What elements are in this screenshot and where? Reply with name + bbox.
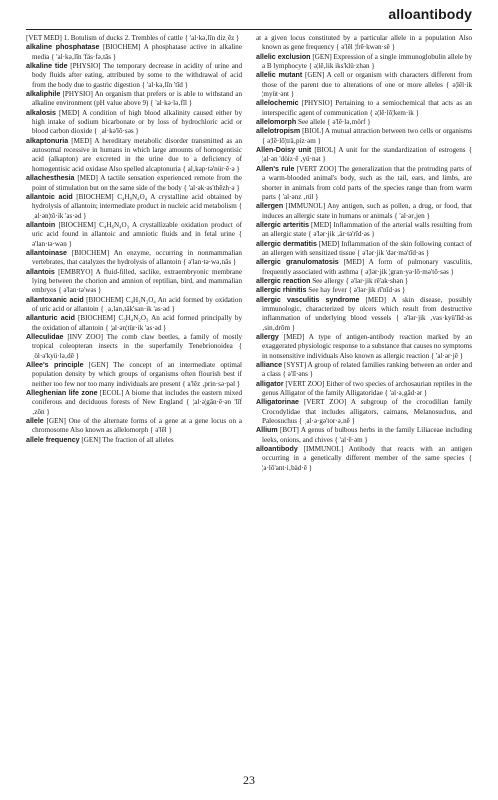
entry-headword: alkaliphile bbox=[26, 90, 61, 99]
entry-definition: [BIOCHEM] C₄H₃N₃O₄ An acid formed by oxidation of uric acid or allantoin { ˌa‚lan‚täk'san·ik 'as·əd } bbox=[32, 295, 242, 313]
entry-definition: [PHYSIO] The temporary decrease in acidity of urine and body fluids after eating, attributed by some to the withdrawal of acid from the body due to gastric digestion { 'al·kə‚līn 'tīd } bbox=[32, 62, 242, 89]
page-number: 23 bbox=[243, 773, 255, 787]
entry-definition: [BIOL] A mutual attraction between two cells or organisms { ə¦lē·lō¦trä‚piz·əm } bbox=[262, 127, 472, 145]
header-rule bbox=[26, 29, 472, 30]
dictionary-entry bbox=[26, 174, 242, 193]
dictionary-entry bbox=[256, 221, 472, 240]
entry-definition: [IMMUNOL] Antibody that reacts with an antigen occurring in a genetically different member of the same species { ¦a·lō'ant·i‚bäd·ē } bbox=[262, 445, 472, 472]
entry-definition: [MED] A hereditary metabolic disorder transmitted as an autosomal recessive in humans in which large amounts of homogentisic acid (alkapton) are excreted in the urine due to a deficiency of homogentisic acid oxidase Also spelled alcaptonuria { al‚kap·tə'nür·ē·ə } bbox=[32, 136, 242, 173]
dictionary-entry bbox=[26, 62, 242, 90]
entry-definition: [EMBRYO] A fluid-filled, saclike, extraembryonic membrane lying between the chorion and amnion of reptilian, bird, and mammalian embryos { ə'lan·tə'wəs } bbox=[32, 267, 242, 295]
dictionary-entry bbox=[256, 99, 472, 118]
entry-headword: allergic arteritis bbox=[256, 220, 310, 229]
dictionary-entry bbox=[256, 380, 472, 399]
entry-definition: [BIOCHEM] C₄H₈N₄O₄ A crystalline acid obtained by hydrolysis of allantoin; intermediate product in nucleic acid metabolism { ˌal·ən¦tō·ik 'as·əd } bbox=[32, 192, 242, 220]
entry-headword: Allen-Doisy unit bbox=[256, 146, 312, 155]
dictionary-entry bbox=[256, 118, 472, 127]
entry-headword: Allium bbox=[256, 426, 278, 435]
entry-definition: [MED] Inflammation of the arterial walls resulting from an allergic state { ə'lər·jik ‚är·tə'rīd·əs } bbox=[262, 220, 472, 239]
entry-definition: [PHYSIO] An organism that prefers or is able to withstand an alkaline environment (pH value above 9) { 'al·kə·lə‚fīl } bbox=[32, 90, 242, 108]
entry-definition: [BOT] A genus of bulbous herbs in the family Liliaceae including leeks, onions, and chives { 'al·ē·əm } bbox=[262, 426, 472, 444]
entry-headword: allelochemic bbox=[256, 99, 299, 108]
entry-definition: [IMMUNOL] Any antigen, such as pollen, a drug, or food, that induces an allergic state in humans or animals { 'al·ər‚jen } bbox=[262, 202, 472, 220]
entry-headword: allelic mutant bbox=[256, 71, 303, 80]
entry-headword: allanturic acid bbox=[26, 314, 75, 323]
entry-definition: [INV ZOO] The comb claw beetles, a family of mostly tropical coleopteran insects in the superfamily Tenebrionoidea { ˌöl·ə'kyü·lə‚dē } bbox=[32, 333, 242, 360]
entry-definition: [GEN] A cell or organism with characters different from those of the parent due to alterations of one or more alleles { ə¦lēl·ik ¦myüt·ənt } bbox=[262, 71, 472, 99]
dictionary-entry bbox=[26, 436, 242, 445]
entry-definition: [GEN] The fraction of all alleles bbox=[81, 435, 174, 444]
entry-definition: [VET MED] 1. Botulism of ducks 2. Trembles of cattle { 'al·kə‚līn dizˌēz } bbox=[26, 34, 240, 42]
dictionary-entry bbox=[256, 127, 472, 146]
entry-headword: alkaline phosphatase bbox=[26, 43, 100, 52]
dictionary-entry bbox=[256, 146, 472, 165]
entry-definition: See allele { ə'lē·lə‚mörf } bbox=[298, 118, 371, 127]
dictionary-entry bbox=[256, 240, 472, 259]
entry-headword: alkalosis bbox=[26, 108, 56, 117]
entry-definition: [MED] A type of antigen-antibody reaction marked by an exaggerated physiologic response to a substance that causes no symptoms in nonsensitive individuals Also known as allergic reaction { 'al·ər·jē } bbox=[262, 333, 472, 360]
entry-headword: allergic rhinitis bbox=[256, 286, 307, 295]
entry-headword: allantoin bbox=[26, 220, 56, 229]
dictionary-entry bbox=[256, 34, 472, 53]
entry-definition: [VERT ZOO] The generalization that the protruding parts of a warm-blooded animal's body, such as the tail, ears, and limbs, are shorter in animals from cold parts of the species range than from warm parts { 'al·ənz ‚rül } bbox=[262, 164, 472, 201]
dictionary-entry bbox=[26, 137, 242, 174]
dictionary-entry bbox=[26, 34, 242, 43]
entry-definition: [VERT ZOO] Either of two species of archosaurian reptiles in the genus Alligator of the family Alligatoridae { 'al·ə‚gād·ər } bbox=[262, 379, 472, 398]
entry-headword: allachesthesia bbox=[26, 174, 75, 183]
entry-definition: [MED] A form of pulmonary vasculitis, frequently associated with asthma { ə¦lər·jik ¦gran·yə·lō·mə'tō·səs } bbox=[262, 258, 472, 276]
entry-headword: Allen's rule bbox=[256, 164, 295, 173]
left-column bbox=[26, 34, 242, 762]
dictionary-entry bbox=[256, 296, 472, 333]
dictionary-entry bbox=[26, 389, 242, 417]
dictionary-entry bbox=[26, 296, 242, 315]
entry-definition: [BIOCHEM] An enzyme, occurring in nonmammalian vertebrates, that catalyzes the hydrolysis of allantoin { ə'lan·tə·wə‚nās } bbox=[32, 248, 242, 267]
entry-headword: alkaline tide bbox=[26, 62, 68, 71]
entry-headword: allantoinase bbox=[26, 248, 68, 257]
entry-definition: [PHYSIO] Pertaining to a semiochemical that acts as an interspecific agent of communication { ə¦lē·lō¦kem·ik } bbox=[262, 99, 472, 117]
dictionary-entry bbox=[26, 417, 242, 436]
entry-definition: at a given locus constituted by a particular allele in a population Also known as gene frequency { ə'lēl ¦frē·kwən·sē } bbox=[256, 34, 472, 52]
entry-definition: [BIOCHEM] C₃H₄N₂O₃ An acid formed principally by the oxidation of allantoin { ¦al·ən¦tür·ik 'as·əd } bbox=[32, 314, 242, 332]
entry-definition: See allergy { ə'lər·jik rē'ak·shən } bbox=[312, 276, 409, 285]
entry-definition: [MED] A tactile sensation experienced remote from the point of stimulation but on the same side of the body { 'al·ək·əs'thēzh·ə } bbox=[32, 174, 242, 192]
entry-definition: [MED] A condition of high blood alkalinity caused either by high intake of sodium bicarbonate or by loss of hydrochloric acid or blood carbon dioxide { ˌal·kə'lō·səs } bbox=[32, 108, 242, 136]
entry-headword: Alleghenian life zone bbox=[26, 389, 98, 398]
dictionary-entry bbox=[26, 193, 242, 221]
entry-headword: allergic vasculitis syndrome bbox=[256, 295, 360, 304]
dictionary-entry bbox=[26, 90, 242, 109]
entry-headword: allele frequency bbox=[26, 435, 80, 444]
dictionary-entry bbox=[256, 165, 472, 202]
dictionary-entry bbox=[26, 221, 242, 249]
entry-definition: [BIOCHEM] A phosphatase active in alkaline media { 'al·kə‚līn 'fäs·fə‚tās } bbox=[32, 43, 242, 61]
dictionary-entry bbox=[26, 361, 242, 389]
entry-headword: Alligatorinae bbox=[256, 398, 299, 407]
dictionary-entry bbox=[256, 202, 472, 221]
entry-definition: [BIOL] A unit for the standardization of estrogens { ¦al·ən 'döiz·ē ‚yü·nət } bbox=[262, 146, 472, 164]
dictionary-entry bbox=[26, 109, 242, 137]
dictionary-entry bbox=[256, 258, 472, 277]
dictionary-columns bbox=[26, 34, 472, 762]
dictionary-entry bbox=[26, 249, 242, 268]
entry-headword: alloantibody bbox=[256, 445, 298, 454]
entry-headword: allantois bbox=[26, 267, 55, 276]
entry-headword: Allee's principle bbox=[26, 361, 84, 370]
entry-definition: See hay fever { ə'lər·jik rī'nīd·əs } bbox=[308, 286, 406, 295]
dictionary-entry bbox=[256, 426, 472, 445]
entry-headword: allergen bbox=[256, 202, 284, 211]
entry-definition: [GEN] Expression of a single immunoglobulin allele by a B lymphocyte { ə¦lē‚lik iks'klü·zhən } bbox=[262, 52, 472, 71]
dictionary-entry bbox=[26, 43, 242, 62]
dictionary-entry bbox=[256, 333, 472, 361]
entry-headword: alliance bbox=[256, 361, 283, 370]
entry-headword: allergic granulomatosis bbox=[256, 258, 339, 267]
dictionary-entry bbox=[256, 286, 472, 295]
entry-headword: Alleculidae bbox=[26, 333, 64, 341]
entry-definition: [MED] A skin disease, possibly immunologic, characterized by ulcers which result from destructive inflammation of underlying blood vessels { ə'lər·jik ‚vas·kyü'līd·əs ‚sin‚drōm } bbox=[262, 295, 472, 332]
right-column bbox=[256, 34, 472, 762]
dictionary-entry bbox=[26, 314, 242, 333]
entry-definition: [ECOL] A biome that includes the eastern mixed coniferous and deciduous forests of New England { ¦al·ə¦gān·ē·ən 'līf ‚zōn } bbox=[32, 389, 242, 416]
entry-definition: [VERT ZOO] A subgroup of the crocodilian family Crocodylidae that includes alligators, caimans, Melanosuchus, and Paleosuchus { ˌal·ə·gə'tor·ə‚nē } bbox=[262, 398, 472, 426]
entry-headword: allelomorph bbox=[256, 118, 297, 127]
dictionary-entry bbox=[256, 277, 472, 286]
entry-definition: [GEN] The concept of an intermediate optimal population density by which groups of organisms often flourish best if neither too few nor too many individuals are present { a'lēz ‚prin·sə·pəl } bbox=[32, 361, 242, 388]
entry-definition: [GEN] One of the alternate forms of a gene at a gene locus on a chromosome Also known as allelomorph { ə'lēl } bbox=[32, 417, 242, 435]
entry-definition: [BIOCHEM] C₄H₆N₄O₃ A crystallizable oxidation product of uric acid found in allantoic and amniotic fluids and in fetal urine { ə'lan·tə·wən } bbox=[32, 220, 242, 248]
dictionary-entry bbox=[256, 361, 472, 380]
dictionary-entry bbox=[256, 445, 472, 473]
running-head: alloantibody bbox=[388, 6, 472, 22]
entry-headword: allele bbox=[26, 417, 44, 426]
dictionary-entry bbox=[256, 53, 472, 72]
entry-headword: allelotropism bbox=[256, 127, 301, 136]
entry-headword: alligator bbox=[256, 379, 284, 388]
dictionary-entry bbox=[256, 71, 472, 99]
entry-headword: allergic dermatitis bbox=[256, 239, 317, 248]
dictionary-entry bbox=[256, 398, 472, 426]
entry-headword: allantoic acid bbox=[26, 192, 73, 201]
entry-headword: allelic exclusion bbox=[256, 52, 311, 61]
entry-headword: allantoxanic acid bbox=[26, 295, 84, 304]
entry-definition: [SYST] A group of related families ranking between an order and a class { ə'lī·əns } bbox=[262, 361, 472, 379]
dictionary-entry bbox=[26, 268, 242, 296]
entry-headword: allergic reaction bbox=[256, 276, 311, 285]
entry-headword: allergy bbox=[256, 333, 279, 341]
dictionary-entry bbox=[26, 333, 242, 361]
entry-headword: alkaptonuria bbox=[26, 136, 69, 145]
entry-definition: [MED] Inflammation of the skin following contact of an allergen with sensitized tissue { ə'lər·jik 'dər·mə'tīd·əs } bbox=[262, 239, 472, 257]
